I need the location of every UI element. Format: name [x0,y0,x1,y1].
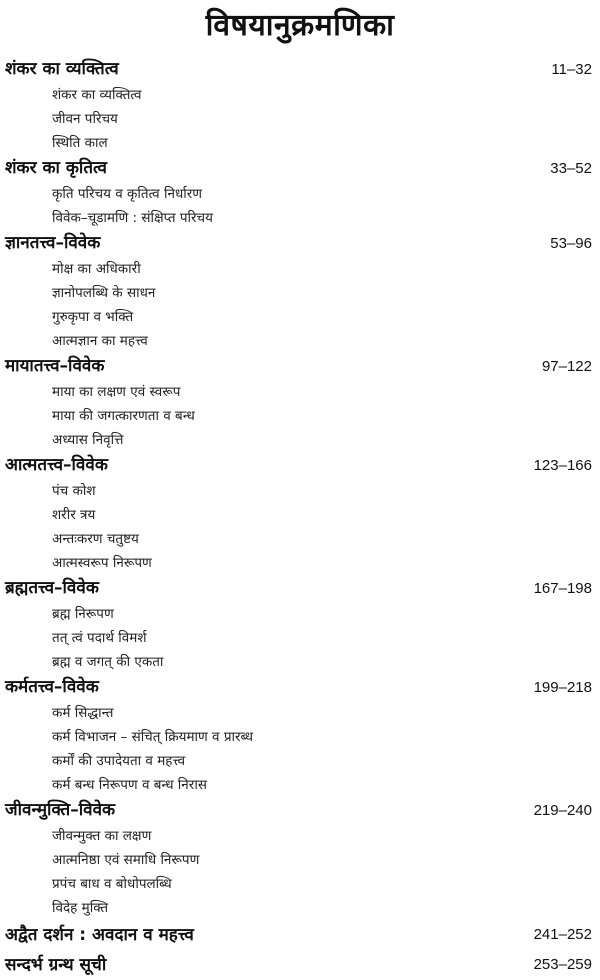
chapter-title: शंकर का व्यक्तित्व [5,59,119,79]
toc-chapter [0,452,600,575]
subtopic: शरीर त्रय [52,507,96,523]
chapter-pages: 53–96 [550,235,592,252]
chapter-pages: 123–166 [533,457,592,474]
chapter-heading [0,920,600,950]
subtopic: पंच कोश [52,483,96,499]
subtopic: विदेह मुक्ति [52,900,109,916]
chapter-heading [0,575,600,602]
chapter-heading [0,797,600,824]
subtopic: कर्म विभाजन – संचित् क्रियमाण व प्रारब्ध [52,729,254,745]
subtopic: जीवन्मुक्त का लक्षण [52,828,152,844]
subtopic: स्थिति काल [52,135,108,151]
subtopic: जीवन परिचय [52,111,118,127]
chapter-title: ज्ञानतत्त्व–विवेक [5,233,101,253]
subtopic: आत्मस्वरूप निरूपण [52,555,152,571]
toc-chapter [0,56,600,155]
subtopic: कर्म बन्ध निरूपण व बन्ध निरास [52,777,207,793]
subtopic: शंकर का व्यक्तित्व [52,87,142,103]
chapter-pages: 253–259 [533,956,592,973]
chapter-title: मायातत्त्व–विवेक [5,356,105,376]
chapter-pages: 97–122 [541,358,592,375]
toc-chapter [0,950,600,980]
subtopic: ब्रह्म व जगत् की एकता [52,654,164,670]
chapter-heading [0,950,600,980]
toc-chapter [0,230,600,353]
subtopic: आत्मज्ञान का महत्त्व [52,333,148,349]
subtopic: अध्यास निवृत्ति [52,432,124,448]
subtopic: प्रपंच बाध व बोधोपलब्धि [52,876,172,892]
subtopic: कर्म सिद्धान्त [52,705,114,721]
chapter-title: आत्मतत्त्व–विवेक [5,455,108,475]
toc-chapter [0,920,600,950]
toc-chapter [0,674,600,797]
chapter-title: कर्मतत्त्व–विवेक [5,677,99,697]
chapter-heading [0,230,600,257]
chapter-pages: 11–32 [551,61,592,78]
chapter-title: अद्वैत दर्शन : अवदान व महत्त्व [5,925,194,945]
subtopic: मोक्ष का अधिकारी [52,261,141,277]
toc-chapter [0,353,600,452]
page-title: विषयानुक्रमणिका [205,8,395,43]
subtopic: कर्मों की उपादेयता व महत्त्व [52,753,186,769]
subtopic: ज्ञानोपलब्धि के साधन [52,285,156,301]
subtopic: कृति परिचय व कृतित्व निर्धारण [52,186,203,202]
subtopic: तत् त्वं पदार्थ विमर्श [52,630,147,646]
subtopic: विवेक–चूडामणि : संक्षिप्त परिचय [52,210,213,226]
chapter-pages: 241–252 [533,926,592,943]
chapter-pages: 219–240 [533,802,592,819]
chapter-title: ब्रह्मतत्त्व–विवेक [5,578,99,598]
subtopic: आत्मनिष्ठा एवं समाधि निरूपण [52,852,200,868]
chapter-heading [0,353,600,380]
chapter-title: जीवन्मुक्ति–विवेक [5,800,116,820]
chapter-pages: 167–198 [533,580,592,597]
subtopic: गुरुकृपा व भक्ति [52,309,134,325]
chapter-pages: 33–52 [550,160,592,177]
subtopic: माया का लक्षण एवं स्वरूप [52,384,181,400]
chapter-heading [0,674,600,701]
chapter-heading [0,56,600,83]
subtopic: ब्रह्म निरूपण [52,606,114,622]
subtopic: माया की जगत्कारणता व बन्ध [52,408,195,424]
chapter-heading [0,452,600,479]
toc-chapter [0,797,600,920]
toc-chapter [0,575,600,674]
chapter-title: सन्दर्भ ग्रन्थ सूची [5,955,107,975]
chapter-heading [0,155,600,182]
chapter-pages: 199–218 [533,679,592,696]
toc-chapter [0,155,600,230]
subtopic: अन्तःकरण चतुष्टय [52,531,139,547]
chapter-title: शंकर का कृतित्व [5,158,107,178]
table-of-contents [0,56,600,980]
